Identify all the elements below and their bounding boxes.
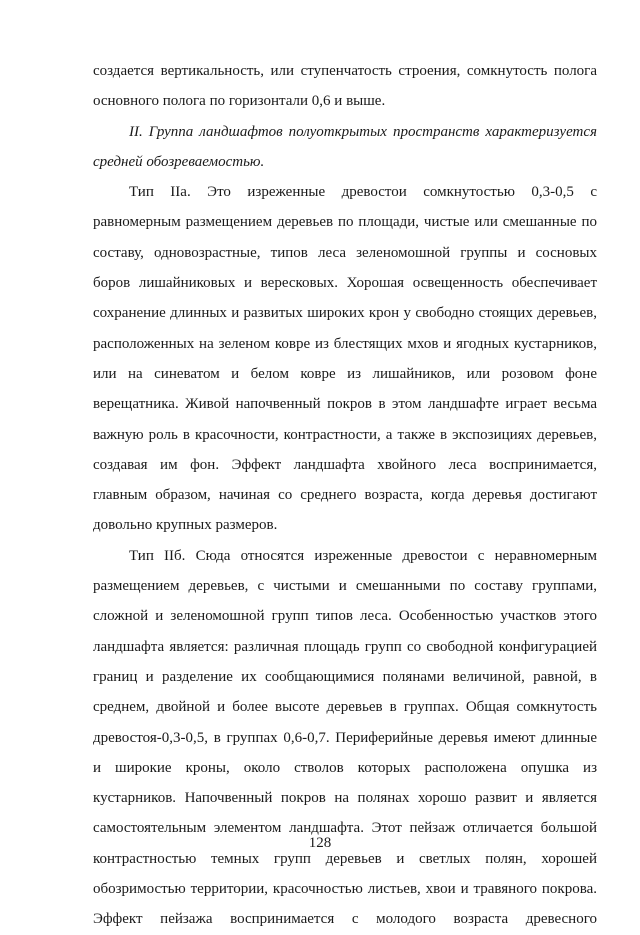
text-line: главным образом, начиная со среднего возраста, когда деревья достигают — [93, 487, 597, 504]
text-line: контрастностью темных групп деревьев и светлых полян, хорошей — [93, 850, 597, 867]
text-line: или на синеватом и белом ковре из лишайников, или розовом фоне — [93, 365, 597, 382]
text-line: равномерным размещением деревьев по площади, чистые или смешанные по — [93, 214, 597, 231]
text-line: верещатника. Живой напочвенный покров в этом ландшафте играет весьма — [93, 396, 597, 413]
paragraph — [93, 177, 597, 541]
text-line: Тип IIа. Это изреженные древостои сомкнутостью 0,3-0,5 с — [129, 184, 597, 201]
text-line: и широкие кроны, около стволов которых расположена опушка из — [93, 759, 597, 776]
text-line: создавая им фон. Эффект ландшафта хвойного леса воспринимается, — [93, 456, 597, 473]
page-number: 128 — [308, 835, 332, 851]
paragraph — [93, 56, 597, 117]
text-line: довольно крупных размеров. — [93, 517, 278, 534]
text-line: обозримостью территории, красочностью листьев, хвои и травяного покрова. — [93, 881, 597, 898]
text-line: кустарников. Напочвенный покров на полянах хорошо развит и является — [93, 790, 597, 807]
text-line: среднем, двойной и более высоте деревьев в группах. Общая сомкнутость — [93, 699, 597, 716]
text-line: Эффект пейзажа воспринимается с молодого возраста древесного — [93, 911, 597, 928]
text-line: границ и разделение их сообщающимися полянами величиной, равной, в — [93, 668, 597, 685]
paragraph — [93, 541, 597, 935]
text-line: Тип IIб. Сюда относятся изреженные древостои с неравномерным — [129, 547, 597, 564]
text-line: создается вертикальность, или ступенчатость строения, сомкнутость полога — [93, 63, 597, 79]
text-line: сложной и зеленомошной групп типов леса. Особенностью участков этого — [93, 608, 597, 625]
text-line: основного полога по горизонтали 0,6 и выше. — [93, 93, 386, 110]
text-line: важную роль в красочности, контрастности, а также в экспозициях деревьев, — [93, 426, 597, 443]
text-line: II. Группа ландшафтов полуоткрытых пространств характеризуется — [129, 123, 597, 140]
text-line: средней обозреваемостью. — [93, 153, 265, 170]
text-line: размещением деревьев, с чистыми и смешанными по составу группами, — [93, 578, 597, 595]
text-line: боров лишайниковых и вересковых. Хорошая освещенность обеспечивает — [93, 275, 597, 292]
text-line: самостоятельным элементом ландшафта. Этот пейзаж отличается большой — [93, 820, 597, 837]
text-line: расположенных на зеленом ковре из блестящих мхов и ягодных кустарников, — [93, 335, 597, 352]
text-line: сохранение длинных и развитых широких крон у свободно стоящих деревьев, — [93, 305, 597, 322]
body-text — [93, 56, 597, 935]
text-line: древостоя-0,3-0,5, в группах 0,6-0,7. Периферийные деревья имеют длинные — [93, 729, 597, 746]
text-line: составу, одновозрастные, типов леса зеленомошной группы и сосновых — [93, 244, 597, 261]
text-line: ландшафта является: различная площадь групп со свободной конфигурацией — [93, 638, 597, 655]
paragraph — [93, 117, 597, 178]
